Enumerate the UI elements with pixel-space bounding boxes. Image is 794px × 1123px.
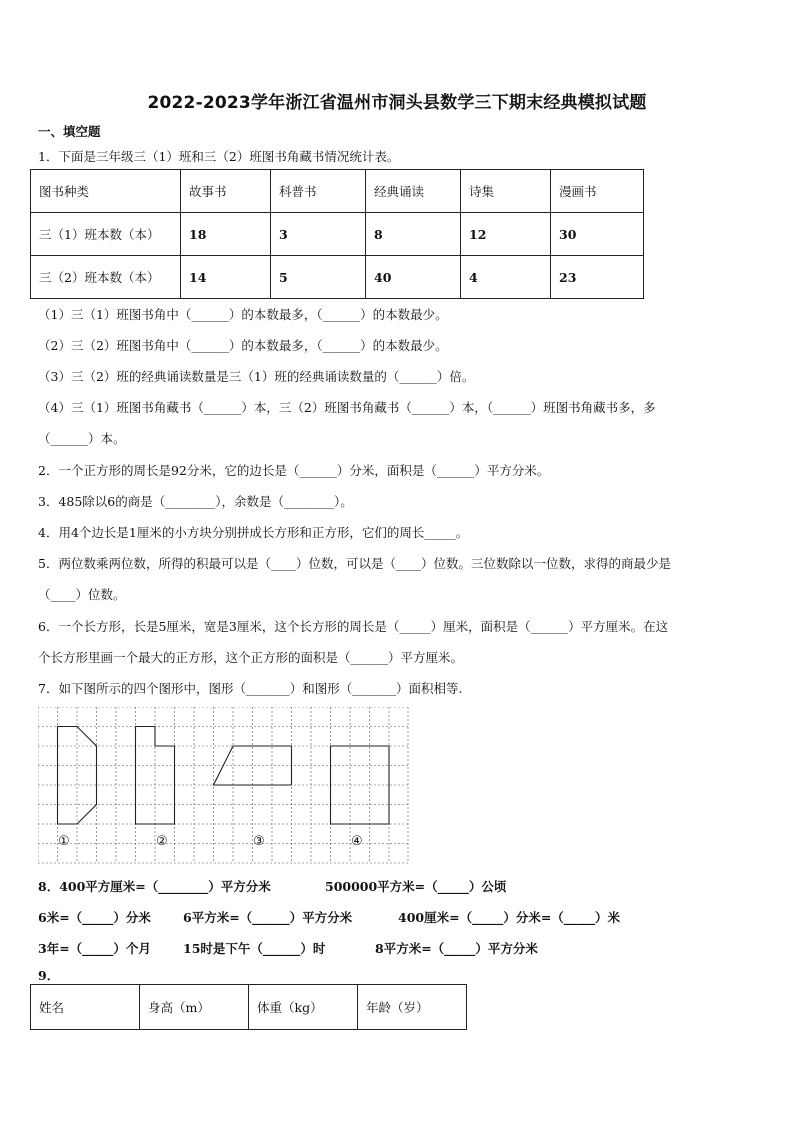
q6: 6．一个长方形，长是5厘米，宽是3厘米，这个长方形的周长是（_____）厘米，面积是（______）平方厘米。在这 — [38, 619, 669, 634]
table-row-label: 三（2）班本数（本） — [31, 256, 181, 299]
q5: 5．两位数乘两位数，所得的积最可以是（____）位数，可以是（____）位数。三位数除以一位数，求得的商最少是 — [38, 556, 671, 571]
table-header-row — [31, 985, 467, 1030]
table-cell: 8 — [366, 213, 461, 256]
table-header-cell: 故事书 — [181, 170, 271, 213]
table-cell: 18 — [181, 213, 271, 256]
table-cell: 30 — [551, 213, 644, 256]
table-cell: 5 — [271, 256, 366, 299]
table-cell: 4 — [461, 256, 551, 299]
q8-line3-a: 3年=（_____）个月 — [38, 941, 151, 956]
q1-sub1: （1）三（1）班图书角中（______）的本数最多，（______）的本数最少。 — [38, 307, 448, 322]
table-row-label: 三（1）班本数（本） — [31, 213, 181, 256]
table-header-cell: 科普书 — [271, 170, 366, 213]
q2: 2．一个正方形的周长是92分米，它的边长是（______）分米，面积是（______）平方分米。 — [38, 463, 550, 478]
grid-figure — [38, 707, 410, 869]
q1-sub2: （2）三（2）班图书角中（______）的本数最多，（______）的本数最少。 — [38, 338, 448, 353]
q8-line2-b: 6平方米=（______）平方分米 — [183, 910, 353, 925]
table-cell: 3 — [271, 213, 366, 256]
q8-line2-c: 400厘米=（_____）分米=（_____）米 — [398, 910, 621, 925]
shape-label-2: ② — [156, 834, 168, 849]
table-header-cell: 姓名 — [31, 985, 140, 1030]
q1-sub4: （4）三（1）班图书角藏书（______）本，三（2）班图书角藏书（______）本，（______）班图书角藏书多，多 — [38, 400, 656, 415]
q8-line1-b: 500000平方米=（_____）公顷 — [325, 879, 507, 894]
book-stats-table — [30, 169, 644, 299]
table-header-cell: 漫画书 — [551, 170, 644, 213]
table-cell: 12 — [461, 213, 551, 256]
table-header-cell: 图书种类 — [31, 170, 181, 213]
q4: 4．用4个边长是1厘米的小方块分别拼成长方形和正方形，它们的周长_____。 — [38, 525, 469, 540]
shape-label-3: ③ — [253, 834, 265, 849]
q9-number: 9． — [38, 968, 60, 983]
shape-label-4: ④ — [351, 834, 363, 849]
table-header-cell: 经典诵读 — [366, 170, 461, 213]
q8-line1-a: 8．400平方厘米=（________）平方分米 — [38, 879, 271, 894]
q6-cont: 个长方形里画一个最大的正方形，这个正方形的面积是（______）平方厘米。 — [38, 650, 464, 665]
table-row — [31, 256, 644, 299]
q1-intro: 1．下面是三年级三（1）班和三（2）班图书角藏书情况统计表。 — [38, 149, 400, 164]
table-cell: 14 — [181, 256, 271, 299]
q8-line2-a: 6米=（_____）分米 — [38, 910, 151, 925]
table-header-cell: 体重（kg） — [249, 985, 358, 1030]
q8-line3-b: 15时是下午（______）时 — [183, 941, 326, 956]
table-cell: 23 — [551, 256, 644, 299]
table-cell: 40 — [366, 256, 461, 299]
personal-info-table — [30, 984, 467, 1030]
page-title: 2022-2023学年浙江省温州市洞头县数学三下期末经典模拟试题 — [147, 93, 647, 113]
q1-sub3: （3）三（2）班的经典诵读数量是三（1）班的经典诵读数量的（______）倍。 — [38, 369, 475, 384]
shape-label-1: ① — [58, 834, 70, 849]
q1-sub4-cont: （______）本。 — [38, 431, 126, 446]
table-header-cell: 年龄（岁） — [358, 985, 467, 1030]
q3: 3．485除以6的商是（________），余数是（________）。 — [38, 494, 353, 509]
table-row — [31, 213, 644, 256]
q8-line3-c: 8平方米=（_____）平方分米 — [375, 941, 538, 956]
section-heading: 一、填空题 — [38, 124, 101, 139]
q7: 7．如下图所示的四个图形中，图形（_______）和图形（_______）面积相等. — [38, 681, 463, 696]
table-header-cell: 诗集 — [461, 170, 551, 213]
table-header-row — [31, 170, 644, 213]
table-header-cell: 身高（m） — [140, 985, 249, 1030]
q5-cont: （____）位数。 — [38, 587, 126, 602]
